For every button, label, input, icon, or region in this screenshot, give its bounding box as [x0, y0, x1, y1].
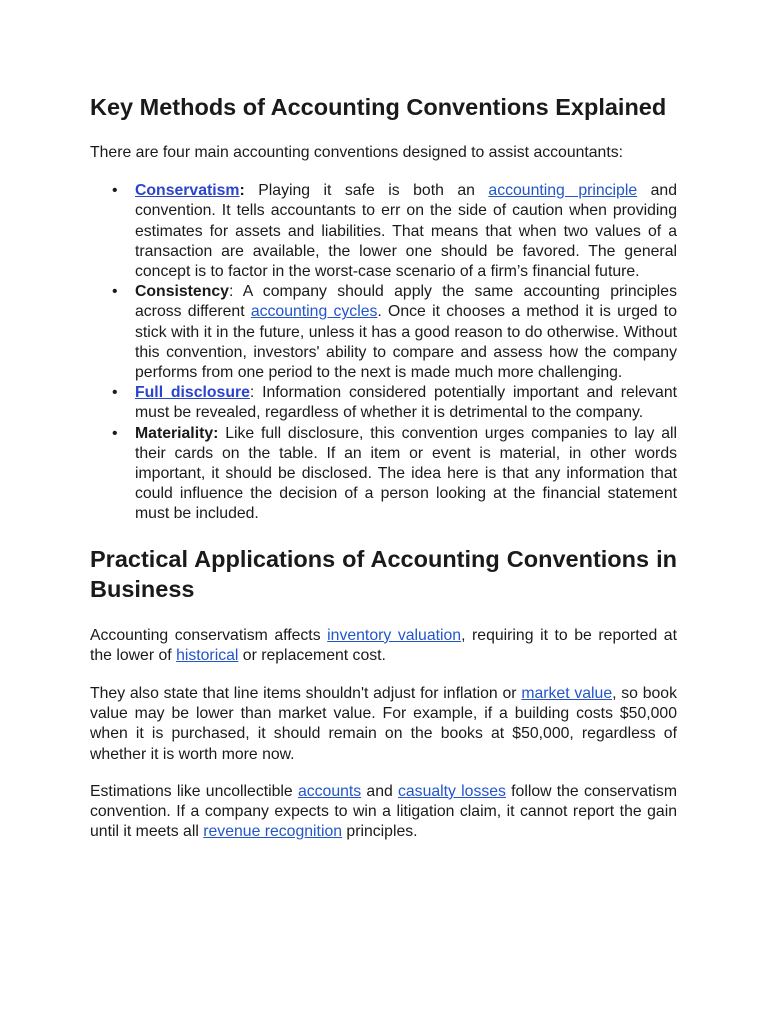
intro-paragraph: There are four main accounting conventions designed to assist accountants:	[90, 144, 624, 161]
historical-link[interactable]: historical	[176, 646, 239, 664]
paragraph-text: and	[361, 782, 398, 800]
revenue-recognition-link[interactable]: revenue recognition	[203, 823, 343, 841]
list-item-consistency	[90, 282, 677, 383]
list-item-conservatism	[90, 181, 677, 282]
paragraph-text: They also state that line items shouldn't adjust for inflation or	[90, 685, 522, 703]
article-body	[90, 90, 677, 842]
paragraph-text: or replacement cost.	[238, 646, 386, 664]
list-text: : Information considered potentially important and relevant must be revealed, regardless of whether it is detrimental to the company.	[135, 384, 677, 422]
paragraph-text: Estimations like uncollectible	[90, 782, 298, 800]
section-heading-practical-applications: Practical Applications of Accounting Conventions in Business	[90, 545, 677, 602]
list-text: and convention. It tells accountants to err on the side of caution when providing estimates for assets and liabilities. That means that when two values of a transaction are available, the lower one should be favored. The general concept is to factor in the worst-case scenario of a firm’s financial future.	[135, 182, 677, 281]
list-item-full-disclosure	[90, 383, 677, 423]
conservatism-colon: :	[239, 182, 245, 200]
inventory-valuation-link[interactable]: inventory valuation	[327, 626, 462, 644]
accounting-cycles-link[interactable]: accounting cycles	[250, 303, 378, 321]
market-value-link[interactable]: market value	[521, 685, 613, 703]
conservatism-link[interactable]: Conservatism	[135, 182, 240, 200]
list-text: Playing it safe is both an	[244, 182, 489, 200]
list-text: Like full disclosure, this convention urges companies to lay all their cards on the table. If an item or event is material, in other words important, it should be disclosed. The idea here is that any information that could influence the decision of a person looking at the financial statement must be included.	[135, 424, 677, 523]
section-heading-key-methods: Key Methods of Accounting Conventions Explained	[90, 94, 667, 120]
conventions-list	[90, 181, 677, 524]
bullet-marker: •	[112, 182, 118, 200]
paragraph-text: principles.	[342, 823, 418, 841]
accounting-principle-link[interactable]: accounting principle	[488, 182, 638, 200]
materiality-term: Materiality:	[135, 424, 219, 442]
paragraph-text: follow the conservatism convention. If a company expects to win a litigation claim, it cannot report the gain until it meets all	[90, 782, 677, 841]
list-text: : A company should apply the same accounting principles across different	[135, 283, 677, 321]
paragraph-text: , requiring it to be reported at the lower of	[90, 626, 677, 664]
list-text: . Once it chooses a method it is urged to stick with it in the future, unless it has a good reason to do otherwise. Without this convention, investors' ability to compare and assess how the company performs from one period to the next is made much more challenging.	[135, 303, 677, 382]
paragraph-inventory	[90, 626, 677, 666]
paragraph-market-value	[90, 684, 677, 765]
consistency-term: Consistency	[135, 283, 229, 301]
paragraph-text: , so book value may be lower than market value. For example, if a building costs $50,000 when it is purchased, it should remain on the books at $50,000, regardless of whether it is worth more now.	[90, 685, 677, 763]
paragraph-text: Accounting conservatism affects	[90, 626, 328, 644]
full-disclosure-link[interactable]: Full disclosure	[135, 384, 250, 402]
bullet-marker: •	[112, 384, 118, 402]
list-item-materiality	[90, 424, 677, 525]
paragraph-estimations	[90, 782, 677, 843]
casualty-losses-link[interactable]: casualty losses	[397, 782, 506, 800]
bullet-marker: •	[112, 424, 118, 442]
bullet-marker: •	[112, 283, 118, 301]
accounts-link[interactable]: accounts	[297, 782, 362, 800]
